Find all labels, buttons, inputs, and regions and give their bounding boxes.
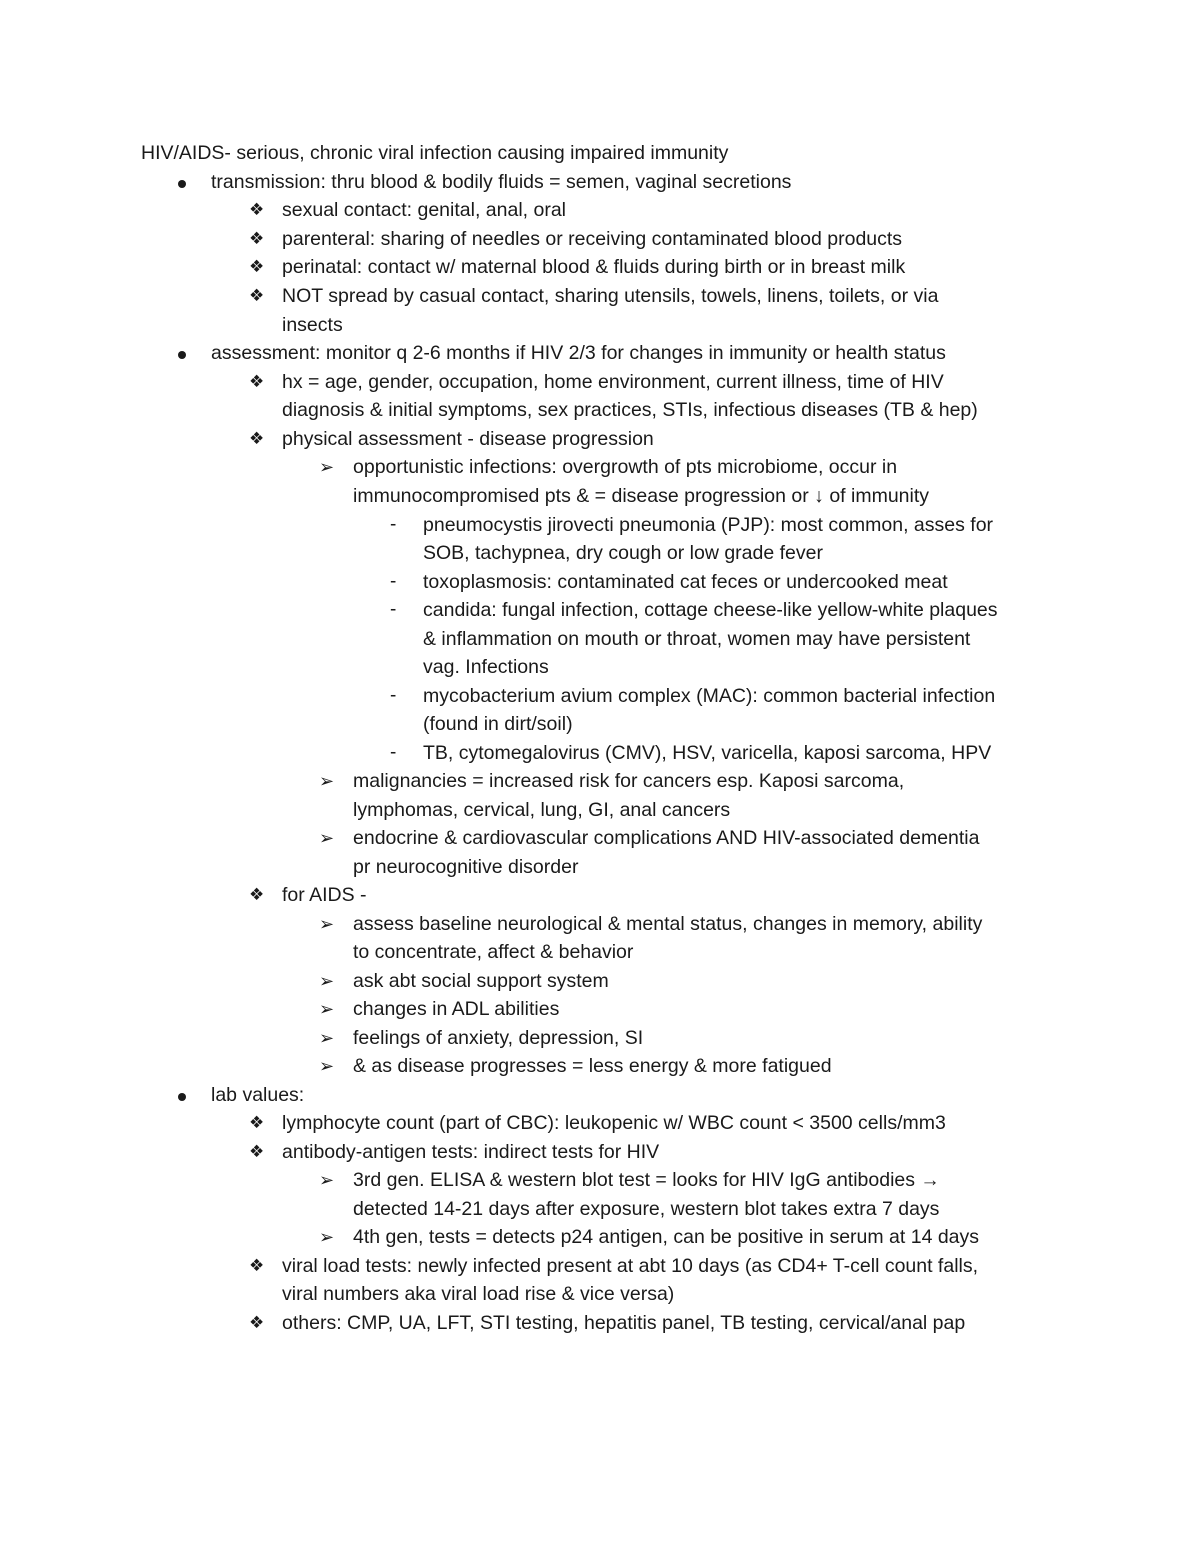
diamond-bullet-icon: ❖ [249,286,265,305]
bullet-dot-icon [178,1093,186,1101]
list-item-continuation: to concentrate, affect & behavior [353,941,634,963]
list-item-continuation: lymphomas, cervical, lung, GI, anal cancers [353,799,731,821]
diamond-bullet-icon: ❖ [249,1256,265,1275]
arrow-bullet-icon: ➢ [319,771,335,791]
list-item: 3rd gen. ELISA & western blot test = looks for HIV IgG antibodies → [353,1169,940,1191]
arrow-bullet-icon: ➢ [319,828,335,848]
bullet-dot-icon [178,351,186,359]
list-item: others: CMP, UA, LFT, STI testing, hepatitis panel, TB testing, cervical/anal pap [282,1312,966,1334]
arrow-bullet-icon: ➢ [319,1227,335,1247]
dash-bullet-icon: - [390,742,397,763]
list-item: assess baseline neurological & mental status, changes in memory, ability [353,913,983,935]
diamond-bullet-icon: ❖ [249,229,265,248]
arrow-bullet-icon: ➢ [319,457,335,477]
list-item: viral load tests: newly infected present at abt 10 days (as CD4+ T-cell count falls, [282,1255,979,1277]
list-item: assessment: monitor q 2-6 months if HIV 2/3 for changes in immunity or health status [211,342,946,364]
dash-bullet-icon: - [390,685,397,706]
list-item: & as disease progresses = less energy & more fatigued [353,1055,832,1077]
diamond-bullet-icon: ❖ [249,200,265,219]
diamond-bullet-icon: ❖ [249,257,265,276]
list-item: parenteral: sharing of needles or receiving contaminated blood products [282,228,903,250]
list-item-continuation: vag. Infections [423,656,549,678]
list-item: transmission: thru blood & bodily fluids = semen, vaginal secretions [211,171,792,193]
dash-bullet-icon: - [390,599,397,620]
list-item-continuation: immunocompromised pts & = disease progression or ↓ of immunity [353,485,930,507]
list-item: endocrine & cardiovascular complications AND HIV-associated dementia [353,827,980,849]
list-item: lab values: [211,1084,305,1106]
list-item: perinatal: contact w/ maternal blood & fluids during birth or in breast milk [282,256,906,278]
bullet-dot-icon [178,180,186,188]
list-item: ask abt social support system [353,970,609,992]
list-item-continuation: pr neurocognitive disorder [353,856,579,878]
arrow-bullet-icon: ➢ [319,1028,335,1048]
list-item: lymphocyte count (part of CBC): leukopenic w/ WBC count < 3500 cells/mm3 [282,1112,946,1134]
list-item-continuation: SOB, tachypnea, dry cough or low grade fever [423,542,823,564]
list-item: feelings of anxiety, depression, SI [353,1027,644,1049]
dash-bullet-icon: - [390,514,397,535]
list-item-continuation: (found in dirt/soil) [423,713,573,735]
list-item: candida: fungal infection, cottage cheese-like yellow-white plaques [423,599,998,621]
diamond-bullet-icon: ❖ [249,885,265,904]
list-item-continuation: insects [282,314,343,336]
page-title: HIV/AIDS- serious, chronic viral infection causing impaired immunity [141,142,729,164]
list-item: hx = age, gender, occupation, home environment, current illness, time of HIV [282,371,944,393]
diamond-bullet-icon: ❖ [249,1113,265,1132]
list-item: toxoplasmosis: contaminated cat feces or undercooked meat [423,571,948,593]
list-item: mycobacterium avium complex (MAC): common bacterial infection [423,685,996,707]
list-item: opportunistic infections: overgrowth of pts microbiome, occur in [353,456,898,478]
arrow-bullet-icon: ➢ [319,914,335,934]
diamond-bullet-icon: ❖ [249,372,265,391]
list-item: changes in ADL abilities [353,998,560,1020]
list-item: pneumocystis jirovecti pneumonia (PJP): most common, asses for [423,514,994,536]
diamond-bullet-icon: ❖ [249,1142,265,1161]
list-item-continuation: detected 14-21 days after exposure, western blot takes extra 7 days [353,1198,940,1220]
list-item: TB, cytomegalovirus (CMV), HSV, varicella, kaposi sarcoma, HPV [423,742,992,764]
list-item-continuation: & inflammation on mouth or throat, women may have persistent [423,628,971,650]
arrow-bullet-icon: ➢ [319,1170,335,1190]
list-item: 4th gen, tests = detects p24 antigen, can be positive in serum at 14 days [353,1226,980,1248]
arrow-bullet-icon: ➢ [319,999,335,1019]
list-item: malignancies = increased risk for cancers esp. Kaposi sarcoma, [353,770,905,792]
arrow-bullet-icon: ➢ [319,1056,335,1076]
dash-bullet-icon: - [390,571,397,592]
list-item: NOT spread by casual contact, sharing utensils, towels, linens, toilets, or via [282,285,939,307]
list-item: for AIDS - [282,884,367,906]
arrow-bullet-icon: ➢ [319,971,335,991]
list-item: antibody-antigen tests: indirect tests for HIV [282,1141,660,1163]
list-item-continuation: viral numbers aka viral load rise & vice versa) [282,1283,675,1305]
diamond-bullet-icon: ❖ [249,429,265,448]
diamond-bullet-icon: ❖ [249,1313,265,1332]
list-item: physical assessment - disease progression [282,428,654,450]
list-item: sexual contact: genital, anal, oral [282,199,567,221]
list-item-continuation: diagnosis & initial symptoms, sex practices, STIs, infectious diseases (TB & hep) [282,399,978,421]
